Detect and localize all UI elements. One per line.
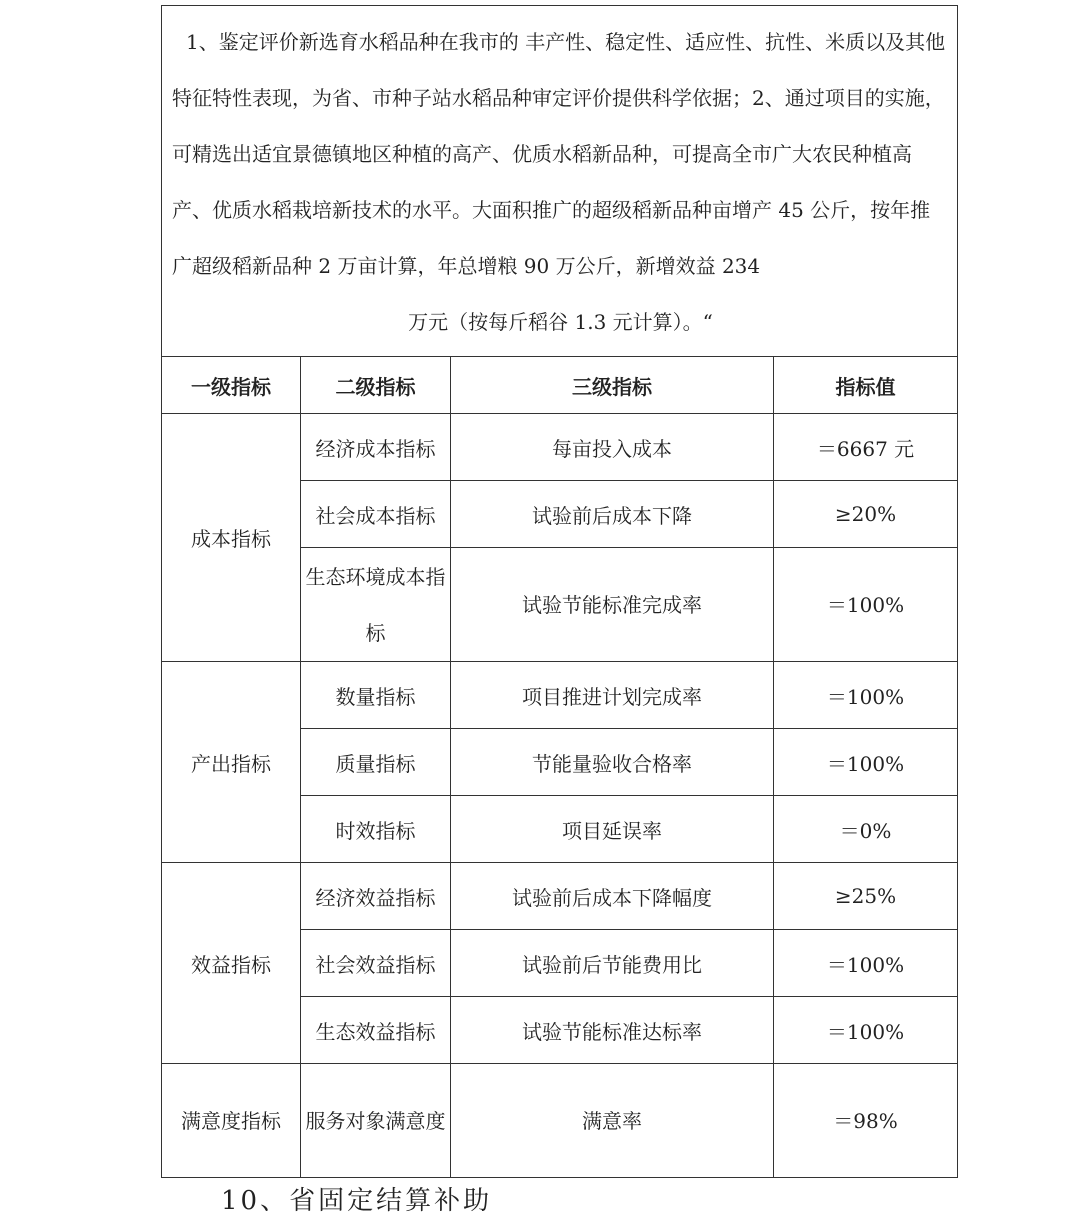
level2-cell: 质量指标 — [301, 729, 451, 796]
header-level1: 一级指标 — [162, 357, 301, 414]
header-level2: 二级指标 — [301, 357, 451, 414]
level2-cell: 生态环境成本指标 — [301, 548, 451, 662]
intro-row — [162, 6, 958, 357]
performance-indicator-table — [161, 5, 958, 1178]
level1-cell: 效益指标 — [162, 863, 301, 1064]
header-value: 指标值 — [774, 357, 958, 414]
level3-cell: 项目延误率 — [451, 796, 774, 863]
level2-cell: 社会效益指标 — [301, 930, 451, 997]
level3-cell: 节能量验收合格率 — [451, 729, 774, 796]
table-row — [162, 662, 958, 729]
value-cell: ＝100% — [774, 662, 958, 729]
value-cell: ≥25% — [774, 863, 958, 930]
value-cell: ＝100% — [774, 997, 958, 1064]
value-cell: ＝0% — [774, 796, 958, 863]
value-cell: ＝100% — [774, 729, 958, 796]
value-cell: ＝100% — [774, 930, 958, 997]
level3-cell: 试验前后成本下降 — [451, 481, 774, 548]
value-cell: ＝98% — [774, 1064, 958, 1178]
header-level3: 三级指标 — [451, 357, 774, 414]
level2-cell: 社会成本指标 — [301, 481, 451, 548]
level3-cell: 试验节能标准完成率 — [451, 548, 774, 662]
value-cell: ＝6667 元 — [774, 414, 958, 481]
level1-cell: 满意度指标 — [162, 1064, 301, 1178]
header-row — [162, 357, 958, 414]
intro-paragraph — [162, 6, 958, 357]
level2-cell: 时效指标 — [301, 796, 451, 863]
level2-cell: 数量指标 — [301, 662, 451, 729]
value-cell: ≥20% — [774, 481, 958, 548]
level3-cell: 试验节能标准达标率 — [451, 997, 774, 1064]
level1-cell: 成本指标 — [162, 414, 301, 662]
level3-cell: 试验前后成本下降幅度 — [451, 863, 774, 930]
level2-cell: 经济效益指标 — [301, 863, 451, 930]
level3-cell: 试验前后节能费用比 — [451, 930, 774, 997]
level3-cell: 项目推进计划完成率 — [451, 662, 774, 729]
level2-cell: 生态效益指标 — [301, 997, 451, 1064]
value-cell: ＝100% — [774, 548, 958, 662]
level3-cell: 满意率 — [451, 1064, 774, 1178]
intro-text-last-line: 万元（按每斤稻谷 1.3 元计算）。“ — [408, 310, 713, 334]
intro-text: 1、鉴定评价新选育水稻品种在我市的 丰产性、稳定性、适应性、抗性、米质以及其他特征特性表现，为省、市种子站水稻品种审定评价提供科学依据；2、通过项目的实施，可精选出适宜景德镇地区种植的高产、优质水稻新品种，可提高全市广大农民种植高产、优质水稻栽培新技术的水平。大面积推广的超级稻新品种亩增产 45 公斤，按年推广超级稻新品种 2 万亩计算，年总增粮 90 万公斤，新增效益 234 — [172, 30, 946, 278]
level3-cell: 每亩投入成本 — [451, 414, 774, 481]
section-heading: 10、省固定结算补助 — [221, 1186, 493, 1216]
level2-cell: 服务对象满意度 — [301, 1064, 451, 1178]
table-row — [162, 414, 958, 481]
table-row — [162, 1064, 958, 1178]
table-row — [162, 863, 958, 930]
level1-cell: 产出指标 — [162, 662, 301, 863]
level2-cell: 经济成本指标 — [301, 414, 451, 481]
